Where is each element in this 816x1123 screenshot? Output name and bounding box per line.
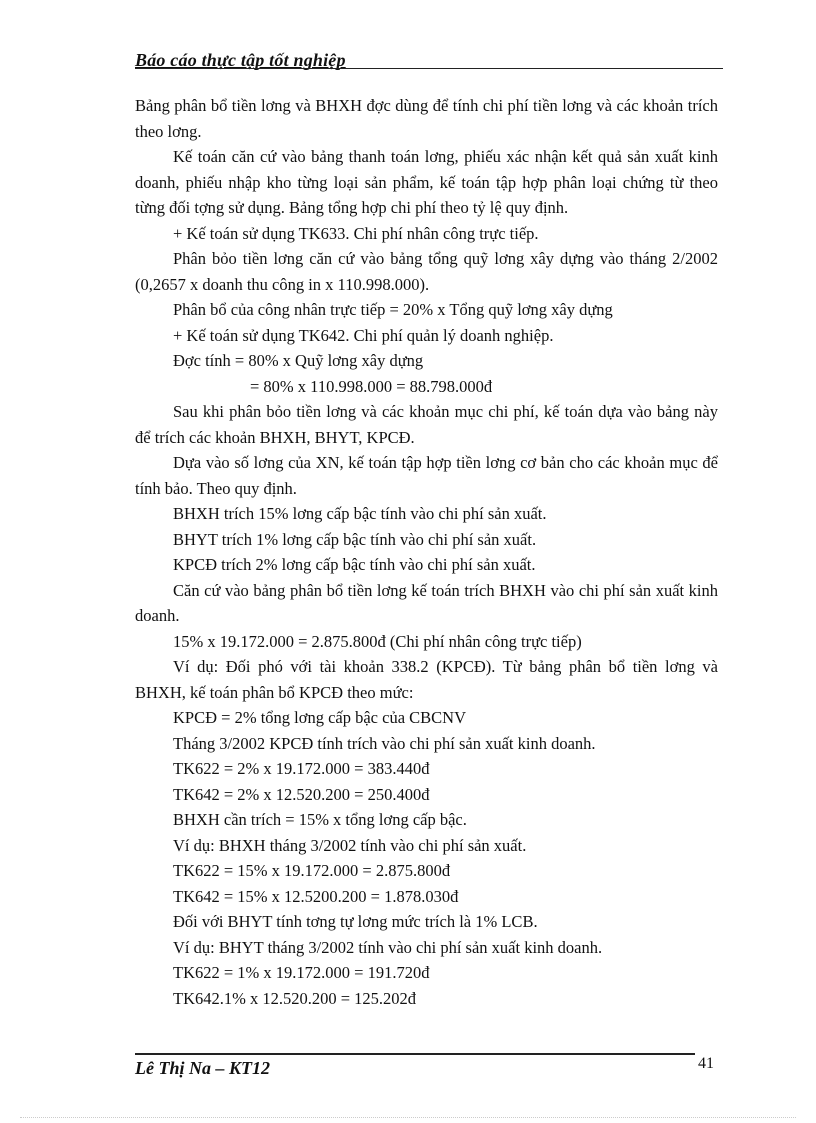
page-edge-dotted-line (20, 1117, 796, 1118)
paragraph: Căn cứ vào bảng phân bổ tiền lơng kế toán trích BHXH vào chi phí sản xuất kinh doanh. (135, 580, 718, 625)
paragraph: Tháng 3/2002 KPCĐ tính trích vào chi phí sản xuất kinh doanh. (173, 733, 596, 753)
paragraph: 15% x 19.172.000 = 2.875.800đ (Chi phí nhân công trực tiếp) (173, 631, 582, 651)
paragraph: KPCĐ = 2% tổng lơng cấp bậc của CBCNV (173, 708, 466, 727)
paragraph: Đợc tính = 80% x Quỹ lơng xây dựng (173, 351, 424, 370)
paragraph: Ví dụ: BHXH tháng 3/2002 tính vào chi phí sản xuất. (173, 835, 527, 855)
footer-divider (135, 1053, 695, 1055)
paragraph: BHYT trích 1% lơng cấp bậc tính vào chi phí sản xuất. (173, 529, 537, 549)
paragraph: Ví dụ: BHYT tháng 3/2002 tính vào chi phí sản xuất kinh doanh. (173, 937, 603, 957)
footer-author: Lê Thị Na – KT12 (135, 1058, 270, 1078)
paragraph: TK622 = 15% x 19.172.000 = 2.875.800đ (173, 861, 451, 880)
paragraph: Dựa vào số lơng của XN, kế toán tập hợp tiền lơng cơ bản cho các khoản mục để tính bảo. Theo quy định. (135, 453, 718, 498)
paragraph: Bảng phân bổ tiền lơng và BHXH đợc dùng để tính chi phí tiền lơng và các khoản trích theo lơng. (135, 96, 718, 141)
paragraph: BHXH cần trích = 15% x tổng lơng cấp bậc. (173, 810, 467, 829)
paragraph: TK622 = 1% x 19.172.000 = 191.720đ (173, 963, 430, 982)
paragraph: TK622 = 2% x 19.172.000 = 383.440đ (173, 759, 430, 778)
paragraph: + Kế toán sử dụng TK642. Chi phí quản lý doanh nghiệp. (173, 325, 554, 345)
paragraph: Sau khi phân bỏo tiền lơng và các khoản mục chi phí, kế toán dựa vào bảng này để trích các khoản BHXH, BHYT, KPCĐ. (135, 402, 718, 447)
document-body (135, 93, 718, 1011)
running-header-title: Báo cáo thực tập tốt nghiệp (135, 50, 346, 70)
paragraph: = 80% x 110.998.000 = 88.798.000đ (250, 376, 493, 396)
page-number: 41 (698, 1055, 714, 1072)
paragraph: TK642 = 2% x 12.520.200 = 250.400đ (173, 784, 430, 804)
paragraph: Ví dụ: Đối phó với tài khoản 338.2 (KPCĐ). Từ bảng phân bổ tiền lơng và BHXH, kế toán phân bổ KPCĐ theo mức: (135, 657, 718, 702)
paragraph: Đối với BHYT tính tơng tự lơng mức trích là 1% LCB. (173, 912, 538, 931)
paragraph: TK642.1% x 12.520.200 = 125.202đ (173, 988, 417, 1008)
paragraph: Kế toán căn cứ vào bảng thanh toán lơng, phiếu xác nhận kết quả sản xuất kinh doanh, phiếu nhập kho từng loại sản phẩm, kế toán tập hợp phân loại chứng từ theo từng đối tợng sử dụng. Bảng tổng hợp chi phí theo tỷ lệ quy định. (135, 147, 718, 217)
paragraph: Phân bỏo tiền lơng căn cứ vào bảng tổng quỹ lơng xây dựng vào tháng 2/2002 (0,2657 x doanh thu công in x 110.998.000). (135, 249, 718, 294)
header-divider (135, 68, 723, 69)
paragraph: + Kế toán sử dụng TK633. Chi phí nhân công trực tiếp. (173, 223, 539, 243)
paragraph: TK642 = 15% x 12.5200.200 = 1.878.030đ (173, 886, 459, 906)
paragraph: Phân bổ của công nhân trực tiếp = 20% x Tổng quỹ lơng xây dựng (173, 300, 613, 319)
paragraph: BHXH trích 15% lơng cấp bậc tính vào chi phí sản xuất. (173, 504, 547, 523)
paragraph: KPCĐ trích 2% lơng cấp bậc tính vào chi phí sản xuất. (173, 555, 536, 574)
